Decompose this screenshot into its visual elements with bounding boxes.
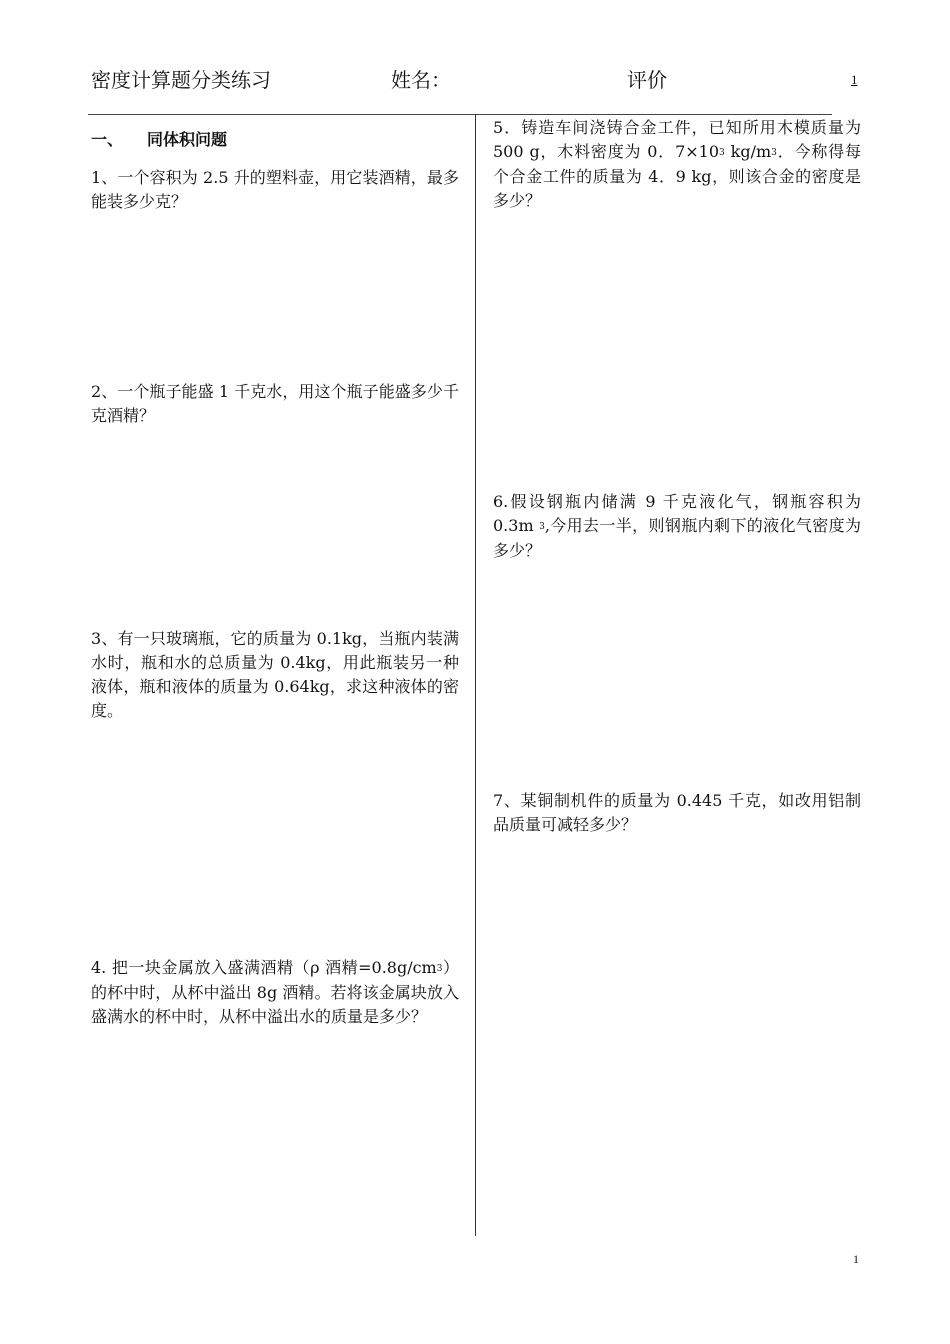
question-6-text-a: 6.假设钢瓶内储满 9 千克液化气，钢瓶容积为 0.3m: [493, 492, 861, 535]
name-label: 姓名：: [391, 68, 451, 92]
question-5-text-a: 5．铸造车间浇铸合金工件，已知所用木模质量为 500 g，木料密度为 0．7×10: [493, 118, 861, 161]
question-6: [493, 490, 861, 563]
header-divider: [88, 114, 832, 115]
evaluation-label: 评价: [627, 68, 667, 92]
section-number: 一、: [91, 130, 124, 149]
question-7: 7、某铜制机件的质量为 0.445 千克，如改用铝制品质量可减轻多少？: [493, 791, 861, 834]
question-5-text-c: ．今称得每个合金工件的质量为 4．9 kg，则该合金的密度是多少？: [493, 142, 861, 210]
question-3: 3、有一只玻璃瓶，它的质量为 0.1kg，当瓶内装满水时，瓶和水的总质量为 0.4kg，用此瓶装另一种液体，瓶和液体的质量为 0.64kg，求这种液体的密度。: [91, 629, 459, 720]
header-page-number: 1: [851, 72, 858, 87]
question-4-text-b: ）的杯中时，从杯中溢出 8g 酒精。若将该金属块放入盛满水的杯中时，从杯中溢出水的质量是多少？: [91, 958, 459, 1026]
question-5-text-b: kg/m: [724, 142, 772, 161]
section-heading: [91, 127, 227, 150]
question-6-text-b: ,今用去一半，则钢瓶内剩下的液化气密度为多少？: [493, 516, 861, 560]
question-4-text-a: 4. 把一块金属放入盛满酒精（ρ 酒精=0.8g/cm: [91, 958, 437, 977]
footer-page-number: 1: [853, 1252, 859, 1266]
question-6-superscript: 3: [539, 522, 545, 532]
question-4-superscript: 3: [436, 964, 443, 974]
column-divider: [475, 114, 476, 1236]
question-4: [91, 956, 459, 1029]
question-5: [493, 116, 861, 213]
section-title: 同体积问题: [147, 130, 228, 149]
document-title: 密度计算题分类练习: [91, 68, 271, 92]
question-2: 2、一个瓶子能盛 1 千克水，用这个瓶子能盛多少千克酒精？: [91, 382, 459, 425]
question-5-superscript-1: 3: [719, 148, 725, 158]
question-5-superscript-2: 3: [771, 148, 777, 158]
question-1: 1、一个容积为 2.5 升的塑料壶，用它装酒精，最多能装多少克？: [91, 168, 459, 211]
